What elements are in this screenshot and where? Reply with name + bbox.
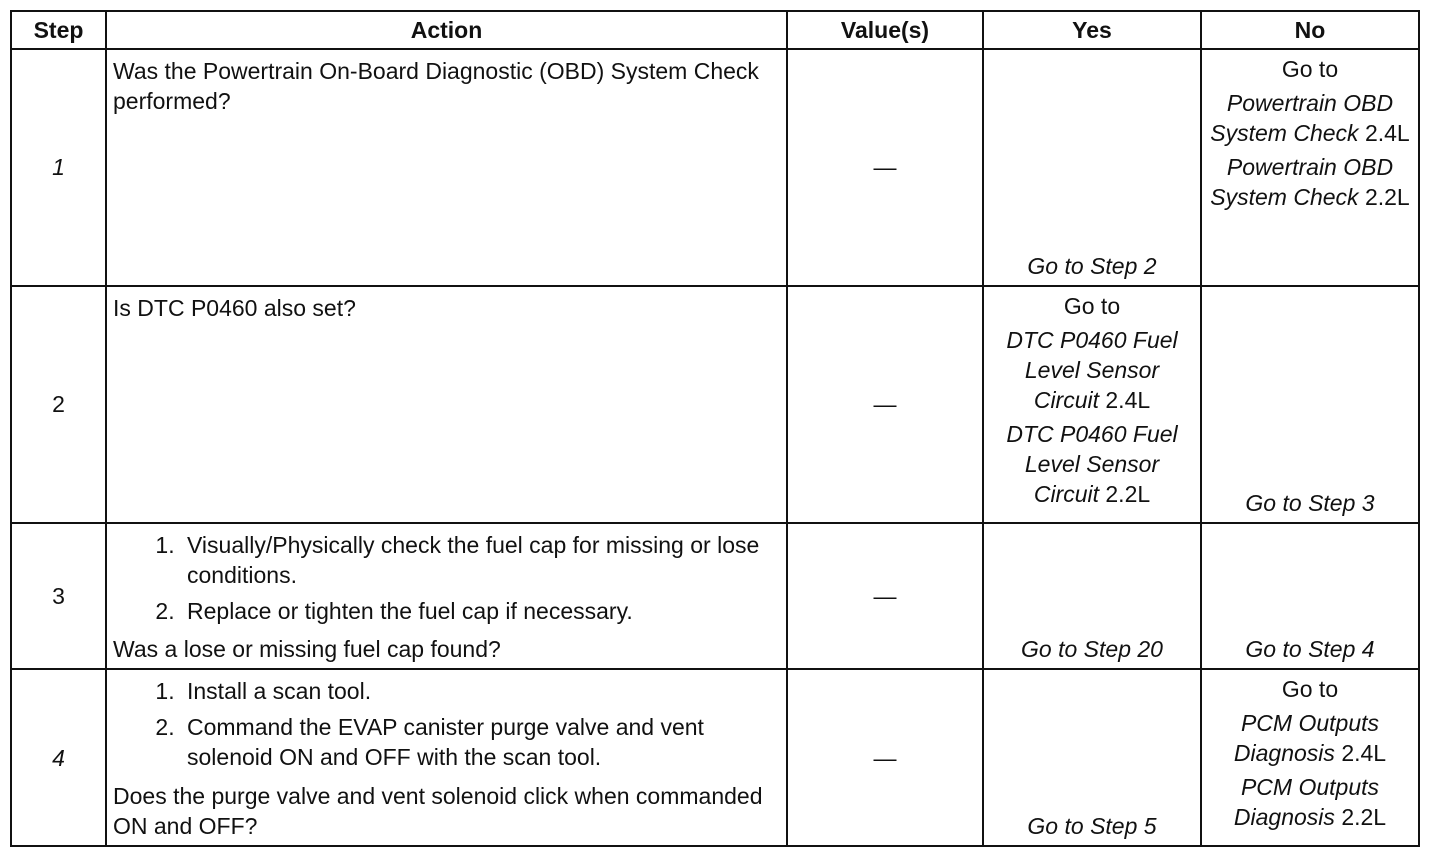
- action-steps-list: [113, 676, 778, 772]
- yes-ref-link-2-4l[interactable]: [990, 325, 1194, 415]
- step-number: 1: [11, 49, 106, 286]
- ref-title: Powertrain OBD System Check: [1210, 154, 1394, 210]
- action-step-item: 2. Replace or tighten the fuel cap if necessary.: [181, 596, 778, 626]
- action-question: Was a lose or missing fuel cap found?: [113, 636, 501, 663]
- diagnostic-table: [10, 10, 1420, 847]
- action-step-item: 1. Visually/Physically check the fuel cap for missing or lose conditions.: [181, 530, 778, 590]
- table-row-step-3: [11, 523, 1419, 670]
- no-cell: [1201, 669, 1419, 846]
- value-cell: —: [787, 286, 983, 523]
- action-text: Was the Powertrain On-Board Diagnostic (OBD) System Check performed?: [113, 58, 759, 114]
- yes-goto-step[interactable]: Go to Step 20: [1021, 636, 1163, 663]
- value-cell: —: [787, 49, 983, 286]
- yes-ref-link-2-2l[interactable]: [990, 419, 1194, 509]
- table-row-step-1: [11, 49, 1419, 286]
- yes-cell: [983, 49, 1201, 286]
- no-cell: [1201, 523, 1419, 670]
- action-text: Is DTC P0460 also set?: [113, 294, 356, 321]
- action-step-item: 2. Command the EVAP canister purge valve and vent solenoid ON and OFF with the scan tool.: [181, 712, 778, 772]
- ref-suffix: 2.4L: [1341, 740, 1387, 767]
- no-goto-step[interactable]: Go to Step 4: [1245, 636, 1375, 663]
- header-row: [11, 11, 1419, 49]
- action-step-item: 1. Install a scan tool.: [181, 676, 778, 706]
- table-row-step-2: [11, 286, 1419, 523]
- no-ref-link-2-4l[interactable]: [1208, 708, 1412, 768]
- ref-suffix: 2.2L: [1364, 184, 1410, 210]
- step-number: 3: [11, 523, 106, 670]
- ref-title: DTC P0460 Fuel Level Sensor Circuit: [1006, 420, 1178, 507]
- no-ref-link-2-4l[interactable]: [1208, 88, 1412, 148]
- ref-title: PCM Outputs Diagnosis: [1233, 774, 1380, 831]
- no-ref-link-2-2l[interactable]: [1208, 772, 1412, 832]
- no-ref-link-2-2l[interactable]: [1208, 152, 1412, 212]
- ref-title: DTC P0460 Fuel Level Sensor Circuit: [1006, 326, 1178, 413]
- no-cell: [1201, 286, 1419, 523]
- yes-cell: [983, 669, 1201, 846]
- yes-cell: [983, 523, 1201, 670]
- step-number: 4: [11, 669, 106, 846]
- no-goto-label: Go to: [1281, 676, 1339, 703]
- ref-title: Powertrain OBD System Check: [1210, 90, 1394, 146]
- action-cell: [106, 286, 787, 523]
- yes-goto-label: Go to: [1063, 292, 1121, 319]
- yes-cell: [983, 286, 1201, 523]
- value-cell: —: [787, 523, 983, 670]
- ref-suffix: 2.4L: [1364, 120, 1410, 146]
- no-cell: [1201, 49, 1419, 286]
- action-cell: [106, 49, 787, 286]
- action-cell: [106, 523, 787, 670]
- header-step: Step: [11, 11, 106, 49]
- action-question: Does the purge valve and vent solenoid click when commanded ON and OFF?: [113, 783, 763, 839]
- action-steps-list: [113, 530, 778, 626]
- yes-goto-step[interactable]: Go to Step 5: [1027, 813, 1157, 839]
- header-values: Value(s): [787, 11, 983, 49]
- ref-suffix: 2.2L: [1105, 480, 1151, 507]
- yes-goto-step[interactable]: Go to Step 2: [1027, 252, 1157, 279]
- step-number: 2: [11, 286, 106, 523]
- ref-title: PCM Outputs Diagnosis: [1233, 710, 1380, 767]
- header-no: No: [1201, 11, 1419, 49]
- header-yes: Yes: [983, 11, 1201, 49]
- table-row-step-4: [11, 669, 1419, 846]
- action-cell: [106, 669, 787, 846]
- ref-suffix: 2.2L: [1341, 804, 1387, 831]
- no-goto-step[interactable]: Go to Step 3: [1245, 489, 1375, 516]
- value-cell: —: [787, 669, 983, 846]
- no-goto-label: Go to: [1281, 56, 1339, 82]
- header-action: Action: [106, 11, 787, 49]
- ref-suffix: 2.4L: [1105, 386, 1151, 413]
